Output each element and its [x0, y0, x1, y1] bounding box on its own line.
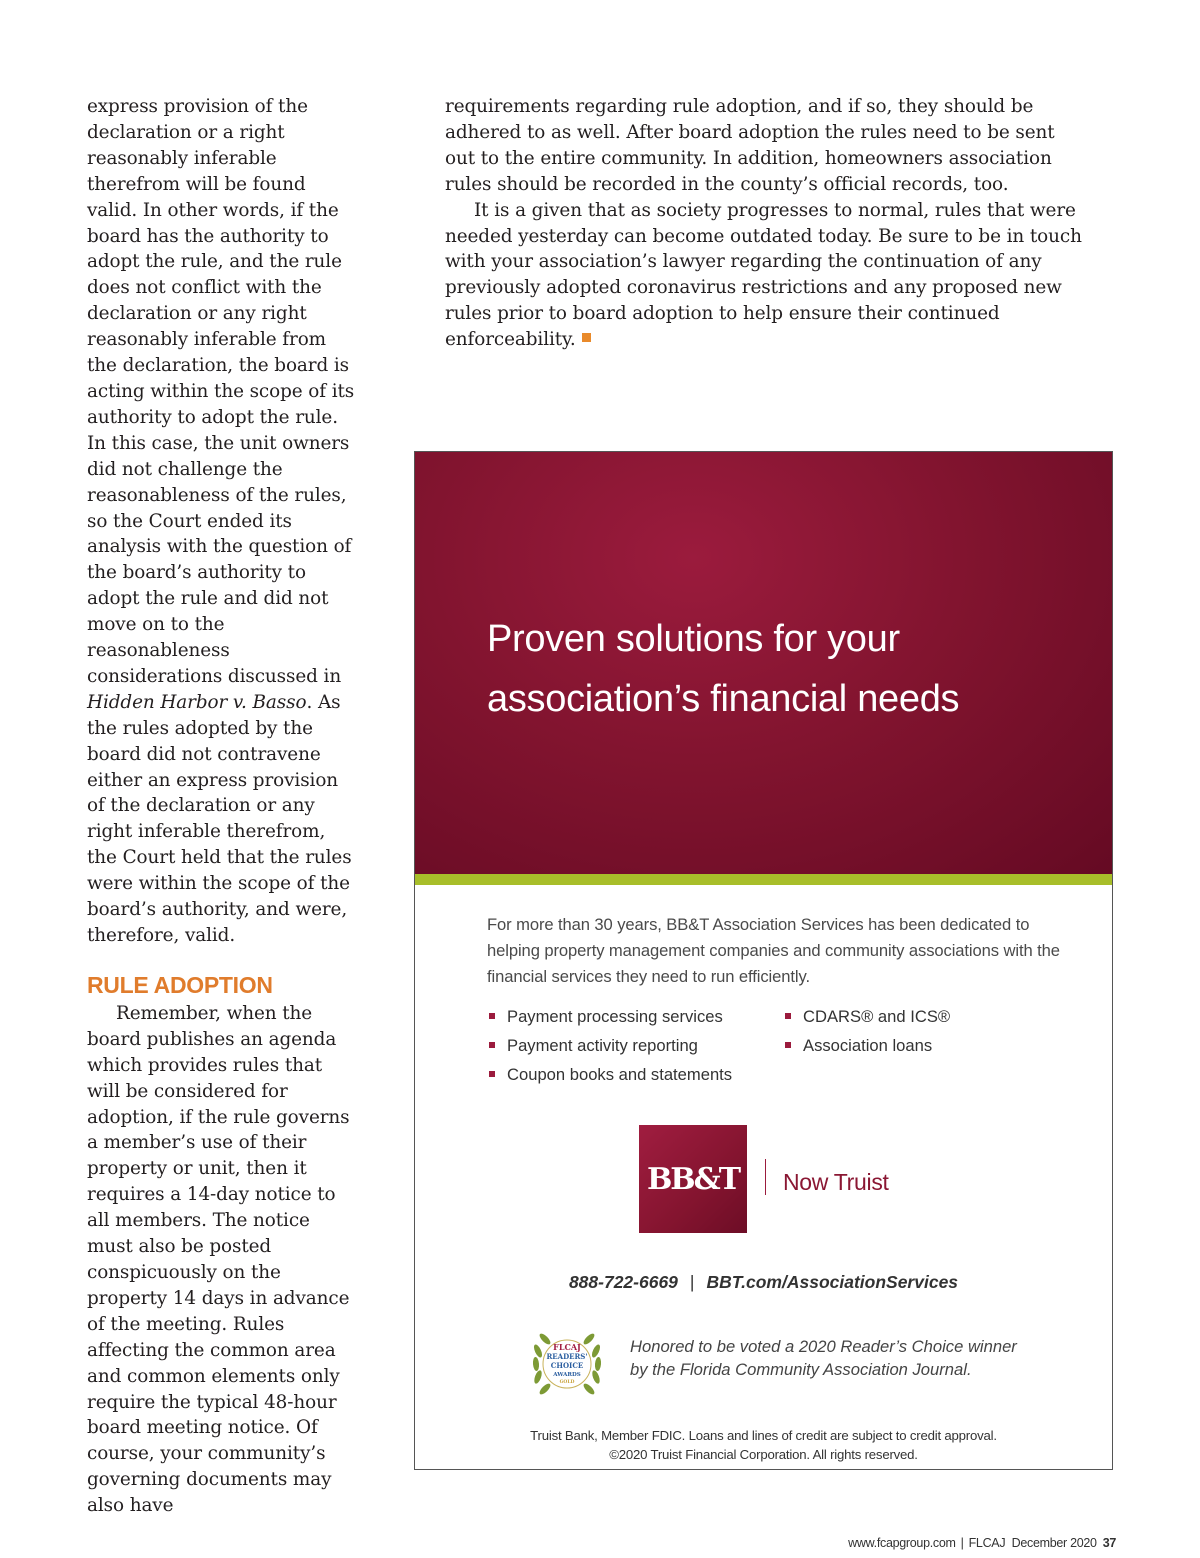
badge-line-3: CHOICE — [550, 1361, 584, 1370]
bbt-advertisement — [414, 451, 1113, 1470]
badge-line-2: READERS' — [546, 1352, 588, 1361]
ad-headline — [487, 609, 1087, 729]
page-footer — [848, 1536, 1116, 1550]
badge-line-1: FLCAJ — [553, 1342, 581, 1352]
readers-choice-award-badge-icon — [527, 1324, 607, 1404]
footer-site[interactable]: www.fcapgroup.com — [848, 1536, 956, 1550]
badge-line-5: GOLD — [559, 1380, 575, 1385]
right-paragraph-2-text: It is a given that as society progresses to normal, rules that were needed yesterday can become outdated today. Be sure to be in touch with your association’s lawyer regarding the continuation of any previously adopted coronavirus restrictions and any proposed new rules prior to board adoption to help ensure their continued enforceability. — [445, 199, 1082, 351]
case-citation: Hidden Harbor v. Basso — [87, 691, 307, 713]
ad-accent-stripe — [415, 874, 1112, 885]
award-text-line-2: by the Florida Community Association Journal. — [630, 1360, 972, 1379]
service-item: Coupon books and statements — [487, 1060, 732, 1089]
contact-line — [415, 1272, 1112, 1293]
service-item: Payment processing services — [487, 1002, 732, 1031]
services-list-left — [487, 1002, 732, 1089]
left-paragraph-2: Remember, when the board publishes an agenda which provides rules that will be considered for adoption, if the rule governs a member’s use of their property or unit, then it requires a 14-day notice to all members. The notice must also be posted conspicuously on the property 14 days in advance of the meeting. Rules affecting the common area and common elements only require the typical 48-hour board meeting notice. Of course, your community’s governing documents may also have — [87, 1002, 350, 1517]
right-paragraph-1: requirements regarding rule adoption, and if so, they should be adhered to as well. After board adoption the rules need to be sent out to the entire community. In addition, homeowners association rules should be recorded in the county’s official records, too. — [445, 96, 1055, 195]
phone-number[interactable]: 888-722-6669 — [568, 1272, 678, 1292]
right-column — [445, 94, 1085, 353]
ad-intro-text: For more than 30 years, BB&T Association Services has been dedicated to helping property management companies and community associations with the financial services they need to run efficiently. — [487, 915, 1060, 986]
article-end-mark-icon — [582, 333, 591, 342]
badge-line-4: AWARDS — [553, 1372, 581, 1378]
service-item: Payment activity reporting — [487, 1031, 732, 1060]
left-paragraph-1-text: express provision of the declaration or a right reasonably inferable therefrom will be found valid. In other words, if the board has the authority to adopt the rule, and the rule does not conflict with the declaration or any right reasonably inferable from the declaration, the board is acting within the scope of its authority to adopt the rule. In this case, the unit owners did not challenge the reasonableness of the rules, so the Court ended its analysis with the question of the board’s authority to adopt the rule and did not move on to the reasonableness considerations discussed in — [87, 96, 355, 687]
ad-hero-panel — [415, 452, 1112, 874]
bbt-logo: BB&T — [639, 1125, 747, 1233]
section-heading: RULE ADOPTION — [87, 971, 273, 998]
service-item: CDARS® and ICS® — [783, 1002, 950, 1031]
now-truist-tagline: Now Truist — [783, 1169, 889, 1195]
services-list-right — [783, 1002, 950, 1060]
left-paragraph-1-end: . As the rules adopted by the board did not contravene either an express provision of the declaration or any right inferable therefrom, the Court held that the rules were within the scope of the board’s authority, and were, therefore, valid. — [87, 691, 352, 946]
disclaimer-line-1: Truist Bank, Member FDIC. Loans and lines of credit are subject to credit approval. — [530, 1428, 997, 1443]
disclaimer-line-2: ©2020 Truist Financial Corporation. All rights reserved. — [609, 1447, 918, 1462]
page-number: 37 — [1102, 1536, 1116, 1550]
ad-headline-line-2: association’s financial needs — [487, 678, 960, 720]
contact-separator: | — [689, 1272, 695, 1292]
logo-divider — [765, 1159, 766, 1195]
service-item: Association loans — [783, 1031, 950, 1060]
footer-issue: December 2020 — [1011, 1536, 1097, 1550]
left-paragraph-1 — [87, 94, 357, 949]
award-text — [630, 1335, 1070, 1381]
footer-publication: FLCAJ — [968, 1536, 1006, 1550]
ad-disclaimer — [415, 1426, 1112, 1464]
award-text-line-1: Honored to be voted a 2020 Reader’s Choice winner — [630, 1337, 1017, 1356]
ad-headline-line-1: Proven solutions for your — [487, 618, 900, 660]
footer-separator: | — [960, 1536, 964, 1550]
left-column — [87, 94, 357, 1519]
website-link[interactable]: BBT.com/AssociationServices — [706, 1272, 959, 1292]
right-paragraph-2 — [445, 198, 1085, 353]
